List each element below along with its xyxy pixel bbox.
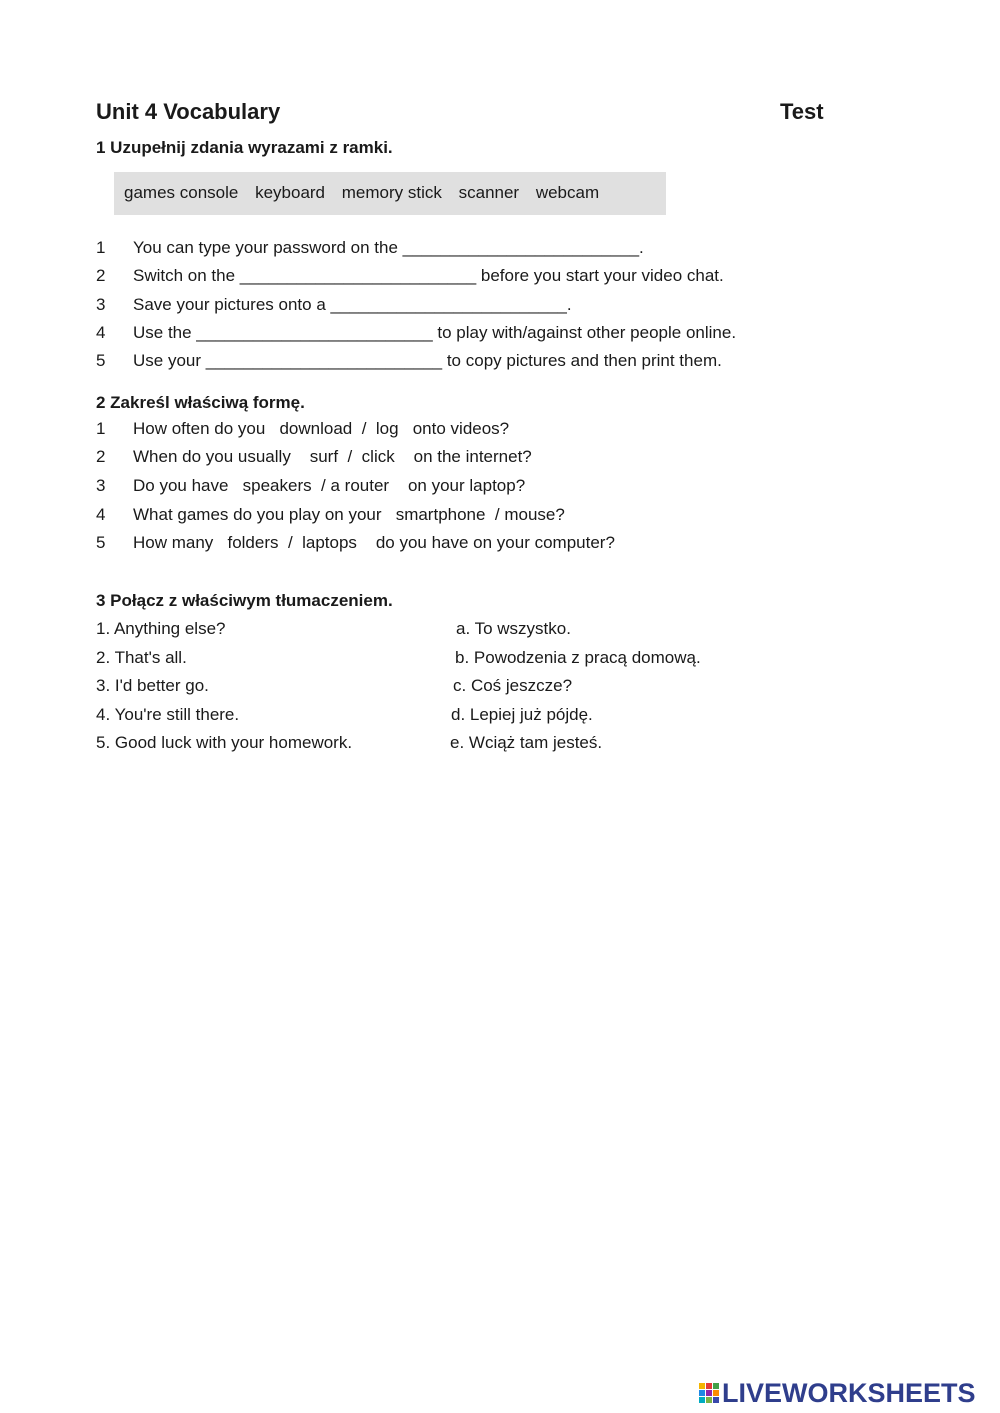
- item-number: 5: [96, 533, 106, 552]
- match-right-item: b. Powodzenia z pracą domową.: [455, 648, 701, 667]
- item-number: 2: [96, 266, 106, 285]
- match-right-item: a. To wszystko.: [456, 619, 571, 638]
- word-box: [114, 172, 666, 215]
- test-label: Test: [780, 99, 824, 124]
- item-text: Do you have speakers / a router on your laptop?: [133, 476, 526, 495]
- exercise-2-heading: 2 Zakreśl właściwą formę.: [96, 393, 305, 412]
- match-right-item: d. Lepiej już pójdę.: [451, 705, 593, 724]
- logo-text: LIVEWORKSHEETS: [722, 1377, 976, 1408]
- item-text: How many folders / laptops do you have on your computer?: [133, 533, 615, 552]
- word-box-item: webcam: [535, 183, 600, 202]
- item-number: 4: [96, 505, 106, 524]
- item-number: 2: [96, 447, 106, 466]
- item-number: 1: [96, 419, 106, 438]
- word-box-item: keyboard: [255, 183, 326, 202]
- item-text: When do you usually surf / click on the internet?: [133, 447, 532, 466]
- item-number: 4: [96, 323, 106, 342]
- match-left-item: 2. That's all.: [96, 648, 187, 667]
- word-box-item: games console: [124, 183, 239, 202]
- exercise-3-heading: 3 Połącz z właściwym tłumaczeniem.: [96, 591, 393, 610]
- item-text: How often do you download / log onto videos?: [133, 419, 510, 438]
- item-text: You can type your password on the _________________________.: [133, 238, 644, 257]
- item-number: 5: [96, 351, 106, 370]
- item-text: What games do you play on your smartphone / mouse?: [133, 505, 565, 524]
- match-left-item: 5. Good luck with your homework.: [96, 733, 353, 752]
- word-box-item: memory stick: [341, 183, 442, 202]
- item-text: Save your pictures onto a _________________________.: [133, 295, 572, 314]
- match-left-item: 1. Anything else?: [96, 619, 226, 638]
- liveworksheets-logo-icon: [698, 1381, 720, 1405]
- item-number: 3: [96, 295, 106, 314]
- liveworksheets-logo[interactable]: [698, 1378, 976, 1408]
- exercise-1-heading: 1 Uzupełnij zdania wyrazami z ramki.: [96, 138, 393, 157]
- item-text: Use your _________________________ to copy pictures and then print them.: [133, 351, 722, 370]
- item-text: Switch on the _________________________ before you start your video chat.: [133, 266, 724, 285]
- item-number: 3: [96, 476, 106, 495]
- page-title: Unit 4 Vocabulary: [96, 99, 281, 124]
- item-text: Use the _________________________ to play with/against other people online.: [133, 323, 737, 342]
- match-left-item: 3. I'd better go.: [96, 676, 209, 695]
- match-right-item: e. Wciąż tam jesteś.: [450, 733, 603, 752]
- match-left-item: 4. You're still there.: [96, 705, 240, 724]
- match-right-item: c. Coś jeszcze?: [453, 676, 573, 695]
- word-box-item: scanner: [458, 183, 520, 202]
- item-number: 1: [96, 238, 106, 257]
